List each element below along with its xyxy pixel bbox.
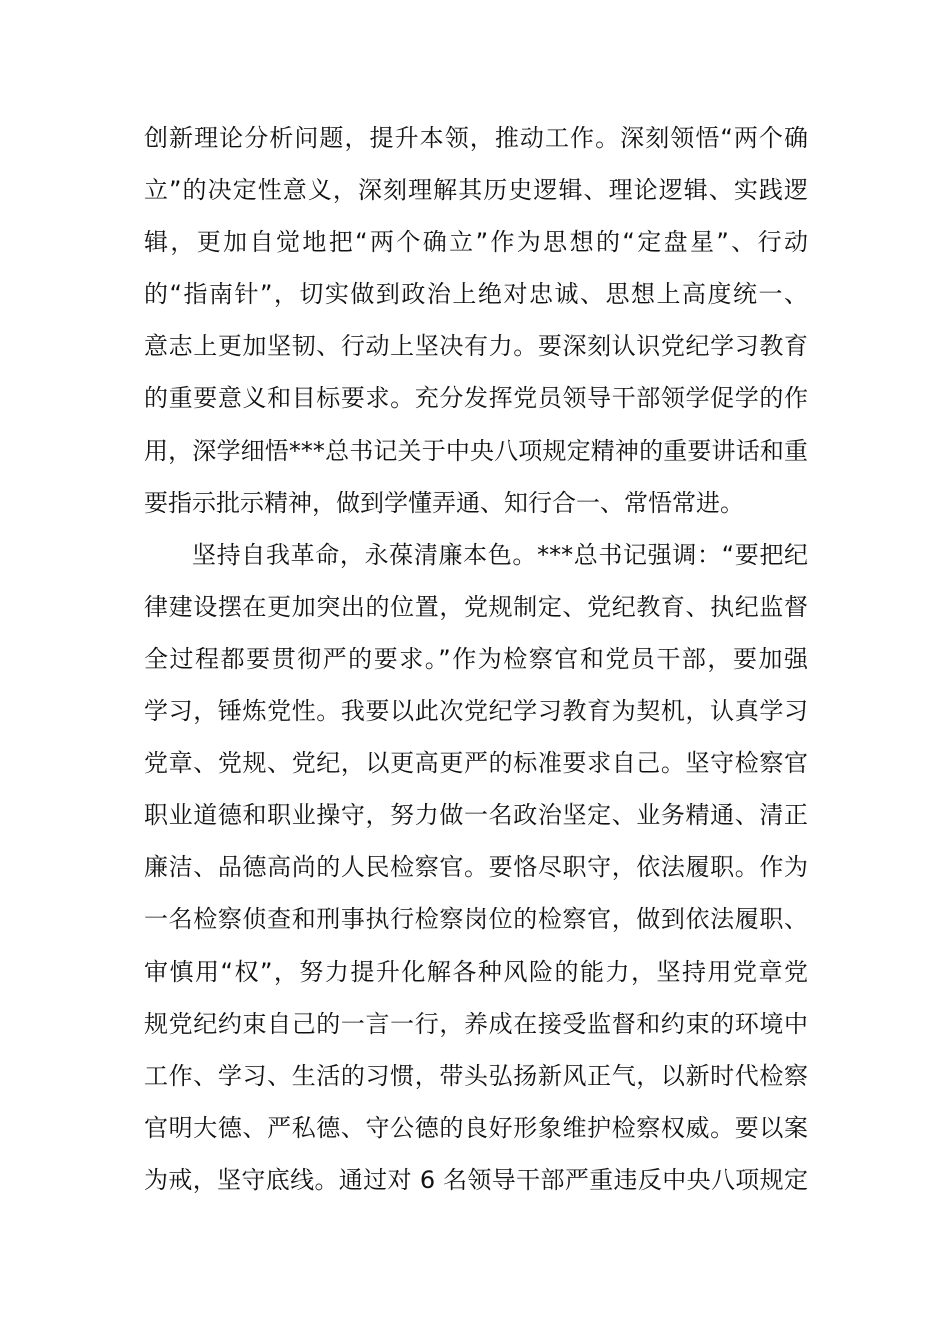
text-line: 党章、党规、党纪，以更高更严的标准要求自己。坚守检察官: [144, 749, 808, 778]
text-line: 的“指南针”，切实做到政治上绝对忠诚、思想上高度统一、: [144, 280, 808, 309]
text-line: 为戒，坚守底线。通过对 6 名领导干部严重违反中央八项规定: [144, 1165, 808, 1194]
text-line: 用，深学细悟***总书记关于中央八项规定精神的重要讲话和重: [144, 436, 808, 465]
text-line: 职业道德和职业操守，努力做一名政治坚定、业务精通、清正: [144, 801, 808, 830]
text-line: 的重要意义和目标要求。充分发挥党员领导干部领学促学的作: [144, 384, 808, 413]
text-line: 创新理论分析问题，提升本领，推动工作。深刻领悟“两个确: [144, 124, 808, 152]
text-line: 立”的决定性意义，深刻理解其历史逻辑、理论逻辑、实践逻: [144, 176, 808, 205]
text-line: 一名检察侦查和刑事执行检察岗位的检察官，做到依法履职、: [144, 905, 808, 934]
text-line: 廉洁、品德高尚的人民检察官。要恪尽职守，依法履职。作为: [144, 853, 808, 882]
paragraph-start-line: 坚持自我革命，永葆清廉本色。***总书记强调：“要把纪: [192, 540, 808, 569]
text-line: 规党纪约束自己的一言一行，养成在接受监督和约束的环境中: [144, 1009, 808, 1038]
text-line: 律建设摆在更加突出的位置，党规制定、党纪教育、执纪监督: [144, 592, 808, 621]
text-line: 意志上更加坚韧、行动上坚决有力。要深刻认识党纪学习教育: [144, 332, 808, 361]
text-line: 工作、学习、生活的习惯，带头弘扬新风正气，以新时代检察: [144, 1061, 808, 1090]
text-line: 官明大德、严私德、守公德的良好形象维护检察权威。要以案: [144, 1113, 808, 1142]
text-line: 审慎用“权”，努力提升化解各种风险的能力，坚持用党章党: [144, 957, 808, 986]
text-line: 学习，锤炼党性。我要以此次党纪学习教育为契机，认真学习: [144, 697, 808, 726]
text-line: 辑，更加自觉地把“两个确立”作为思想的“定盘星”、行动: [144, 228, 808, 257]
body-text: [144, 112, 808, 1206]
text-line: 全过程都要贯彻严的要求。”作为检察官和党员干部，要加强: [144, 644, 808, 673]
paragraph-end-line: 要指示批示精神，做到学懂弄通、知行合一、常悟常进。: [144, 488, 744, 517]
